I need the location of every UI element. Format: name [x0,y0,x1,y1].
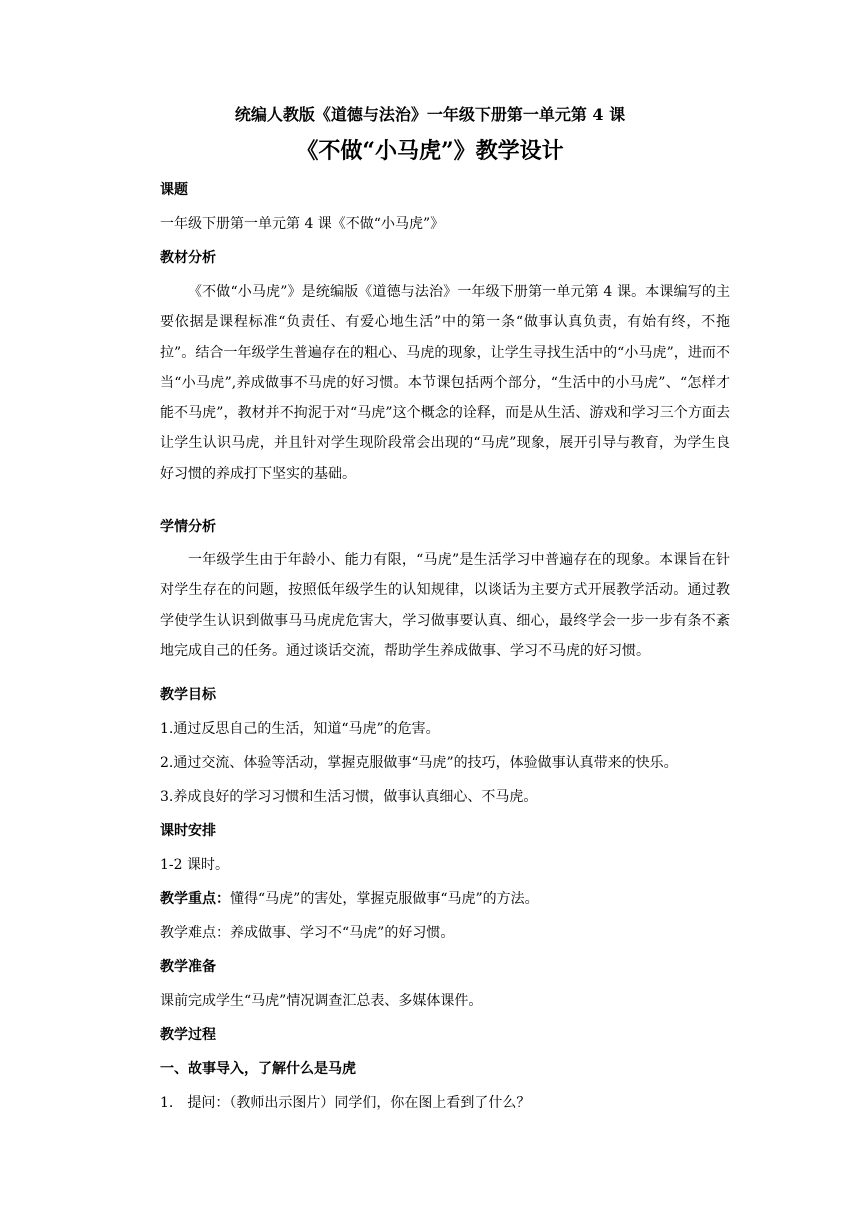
heading-preparation: 教学准备 [160,959,216,975]
step-one-text: 1. 提问：（教师出示图片）同学们，你在图上看到了什么？ [160,1095,531,1111]
heading-teaching-goals: 教学目标 [160,687,216,703]
heading-student-analysis: 学情分析 [160,519,216,535]
document-subtitle: 统编人教版《道德与法治》一年级下册第一单元第 4 课 [234,105,626,124]
document-title: 《不做“小马虎”》教学设计 [296,138,564,164]
schedule-text: 1-2 课时。 [160,857,229,873]
preparation-text: 课前完成学生“马虎”情况调查汇总表、多媒体课件。 [160,993,483,1009]
teaching-key-point [160,889,740,909]
goal-item-1: 1.通过反思自己的生活，知道“马虎”的危害。 [160,721,440,737]
heading-topic: 课题 [160,182,188,198]
heading-teaching-process: 教学过程 [160,1027,216,1043]
key-point-label: 教学重点： [160,891,230,907]
material-analysis-text: 《不做“小马虎”》是统编版《道德与法治》一年级下册第一单元第 4 课。本课编写的主要依据是课程标准“负责任、有爱心地生活”中的第一条“做事认真负责，有始有终，不拖拉”。结合一年级学生普遍存在的粗心、马虎的现象，让学生寻找生活中的“小马虎”，进而不当“小马虎”,养成做事不马虎的好习惯。本节课包括两个部分，“生活中的小马虎”、“怎样才能不马虎”，教材并不拘泥于对“马虎”这个概念的诠释，而是从生活、游戏和学习三个方面去让学生认识马虎，并且针对学生现阶段常会出现的“马虎”现象，展开引导与教育，为学生良好习惯的养成打下坚实的基础。 [160,284,730,482]
teaching-difficulty: 教学难点：养成做事、学习不“马虎”的好习惯。 [160,925,455,941]
heading-part-one: 一、故事导入，了解什么是马虎 [160,1061,356,1077]
goal-item-2: 2.通过交流、体验等活动，掌握克服做事“马虎”的技巧，体验做事认真带来的快乐。 [160,755,678,771]
goal-item-3: 3.养成良好的学习习惯和生活习惯，做事认真细心、不马虎。 [160,789,538,805]
topic-text: 一年级下册第一单元第 4 课《不做“小马虎”》 [160,216,445,232]
key-point-text: 懂得“马虎”的害处，掌握克服做事“马虎”的方法。 [230,891,539,907]
student-analysis-text: 一年级学生由于年龄小、能力有限，“马虎”是生活学习中普遍存在的现象。本课旨在针对学生存在的问题，按照低年级学生的认知规律，以谈话为主要方式开展教学活动。通过教学使学生认识到做事马马虎虎危害大，学习做事要认真、细心，最终学会一步一步有条不紊地完成自己的任务。通过谈话交流，帮助学生养成做事、学习不马虎的好习惯。 [160,552,730,659]
heading-schedule: 课时安排 [160,823,216,839]
heading-material-analysis: 教材分析 [160,250,216,266]
